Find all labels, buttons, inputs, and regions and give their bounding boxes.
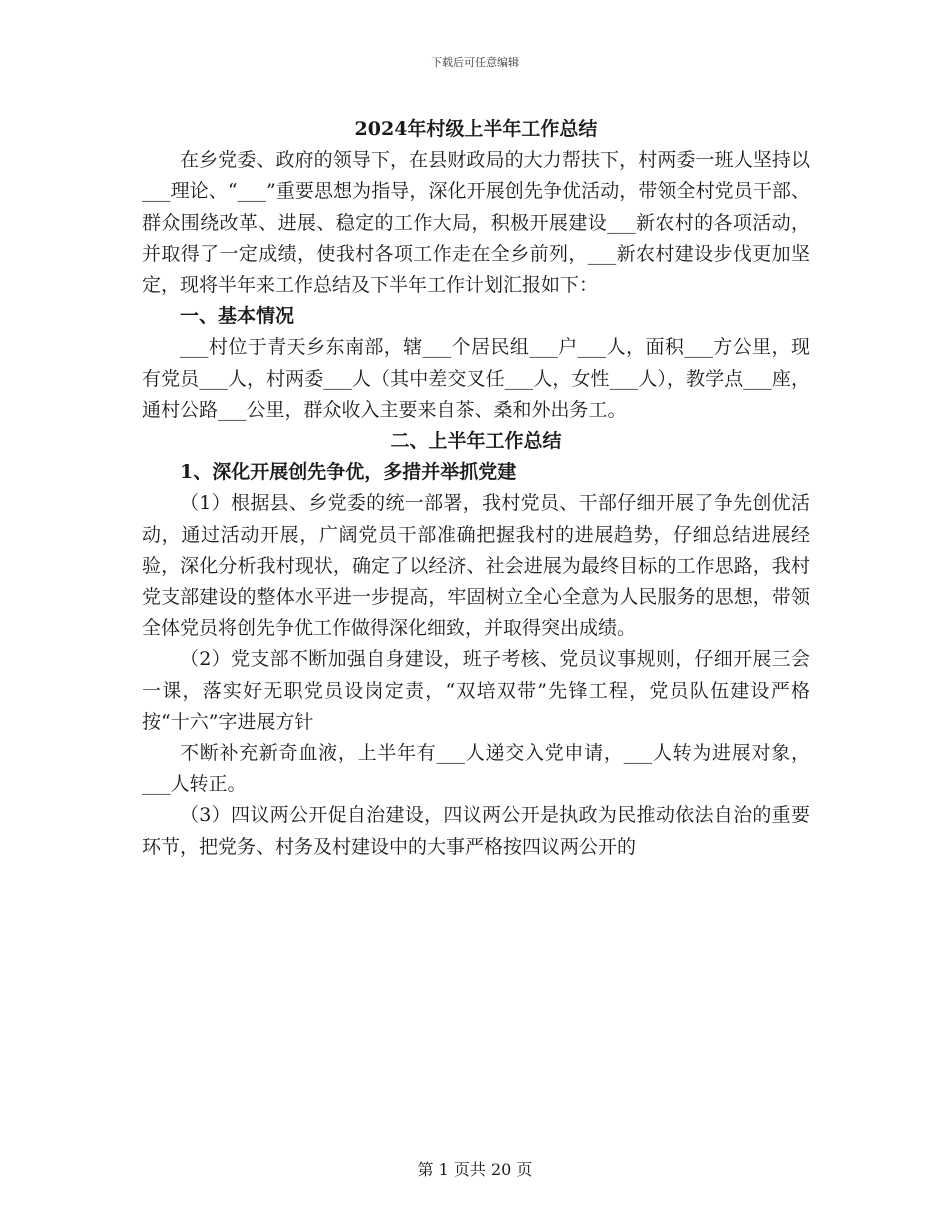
section1-paragraph: ___村位于青天乡东南部，辖___个居民组___户___人，面积___方公里，现有党员___人，村两委___人（其中差交叉任___人，女性___人），教学点___座，通村公路___公里，群众收入主要来自茶、桑和外出务工。	[142, 336, 810, 421]
subsection1-heading: 1、深化开展创先争优，多措并举抓党建	[180, 461, 517, 484]
section2-heading: 二、上半年工作总结	[390, 430, 562, 453]
item2-paragraph: （2）党支部不断加强自身建设，班子考核、党员议事规则，仔细开展三会一课，落实好无职党员设岗定责，“双培双带”先锋工程，党员队伍建设严格按“十六”字进展方针	[142, 648, 810, 733]
item1-paragraph: （1）根据县、乡党委的统一部署，我村党员、干部仔细开展了争先创优活动，通过活动开展，广阔党员干部准确把握我村的进展趋势，仔细总结进展经验，深化分析我村现状，确定了以经济、社会进展为最终目标的工作思路，我村党支部建设的整体水平进一步提高，牢固树立全心全意为人民服务的思想，带领全体党员将创先争优工作做得深化细致，并取得突出成绩。	[142, 492, 810, 640]
document-title: 2024年村级上半年工作总结	[354, 118, 598, 140]
header-note: 下载后可任意编辑	[431, 56, 519, 69]
page-footer: 第 1 页共 20 页	[417, 1160, 533, 1179]
document-body	[142, 114, 810, 863]
item2-continuation: 不断补充新奇血液，上半年有___人递交入党申请，___人转为进展对象，___人转正。	[142, 742, 810, 796]
item3-paragraph: （3）四议两公开促自治建设，四议两公开是执政为民推动依法自治的重要环节，把党务、村务及村建设中的大事严格按四议两公开的	[142, 804, 810, 858]
intro-paragraph: 在乡党委、政府的领导下，在县财政局的大力帮扶下，村两委一班人坚持以___理论、“___”重要思想为指导，深化开展创先争优活动，带领全村党员干部、群众围绕改革、进展、稳定的工作大局，积极开展建设___新农村的各项活动，并取得了一定成绩，使我村各项工作走在全乡前列，___新农村建设步伐更加坚定，现将半年来工作总结及下半年工作计划汇报如下：	[142, 149, 810, 297]
section1-heading: 一、基本情况	[180, 305, 295, 328]
